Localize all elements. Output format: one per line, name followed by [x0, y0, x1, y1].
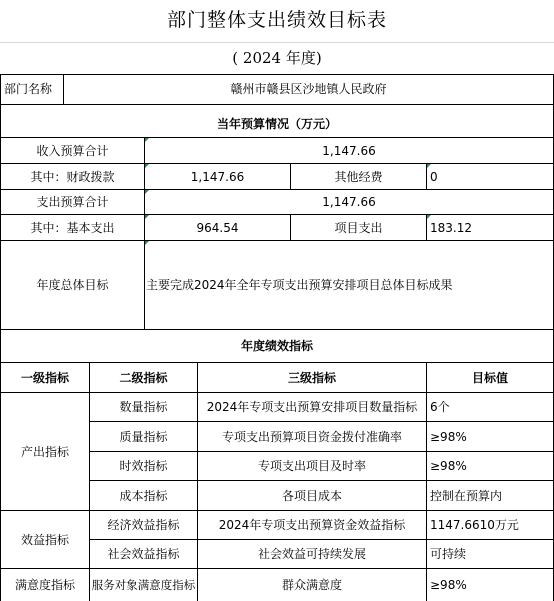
table-line — [0, 568, 554, 569]
cell-marker — [145, 241, 149, 245]
page-title: 部门整体支出绩效目标表 — [166, 9, 387, 31]
level3-cell: 各项目成本 — [281, 488, 342, 503]
level2-cell: 成本指标 — [119, 488, 168, 503]
target-cell: 1147.6610万元 — [430, 518, 519, 532]
cell-marker — [427, 164, 431, 168]
table-line — [0, 214, 554, 215]
cell-marker — [145, 164, 149, 168]
table-line — [426, 362, 427, 601]
table-line — [0, 392, 554, 393]
basic-value: 964.54 — [196, 220, 239, 235]
dept-name-label: 部门名称 — [4, 82, 53, 96]
project-label: 项目支出 — [334, 220, 383, 235]
table-line — [0, 74, 554, 75]
fiscal-label: 其中：财政拨款 — [30, 169, 115, 184]
table-line — [0, 74, 1, 601]
table-line — [89, 362, 90, 601]
target-cell: 可持续 — [430, 547, 467, 561]
col-header-level1: 一级指标 — [20, 370, 69, 385]
basic-label: 其中：基本支出 — [30, 220, 115, 235]
level1-benefit: 效益指标 — [20, 532, 69, 547]
cell-marker — [145, 215, 149, 219]
level2-cell: 服务对象满意度指标 — [91, 578, 196, 592]
table-line — [89, 539, 554, 540]
table-line — [0, 189, 554, 190]
table-line — [0, 329, 554, 330]
col-header-target: 目标值 — [471, 370, 508, 385]
target-cell: ≥98% — [430, 578, 467, 592]
level3-cell: 群众满意度 — [281, 578, 342, 592]
level3-cell: 专项支出预算项目资金拨付准确率 — [221, 429, 402, 444]
cell-marker — [145, 138, 149, 142]
other-value: 0 — [430, 169, 438, 184]
level1-output: 产出指标 — [20, 444, 69, 459]
budget-section-header: 当年预算情况（万元） — [216, 116, 337, 131]
table-line — [89, 451, 554, 452]
expense-total-label: 支出预算合计 — [36, 195, 109, 209]
table-line — [0, 510, 554, 511]
table-line — [290, 163, 291, 190]
level3-cell: 2024年专项支出预算资金效益指标 — [218, 518, 406, 532]
cell-marker — [427, 215, 431, 219]
other-label: 其他经费 — [334, 169, 383, 184]
target-cell: 6个 — [430, 400, 450, 414]
level3-cell: 2024年专项支出预算安排项目数量指标 — [206, 400, 418, 414]
level2-cell: 社会效益指标 — [107, 547, 180, 561]
level2-cell: 经济效益指标 — [107, 518, 180, 532]
fiscal-value: 1,147.66 — [190, 169, 245, 184]
level2-cell: 时效指标 — [119, 459, 168, 473]
annual-goal-text: 主要完成2024年全年专项支出预算安排项目总体目标成果 — [146, 278, 453, 292]
level1-satisfaction: 满意度指标 — [14, 578, 75, 592]
income-total-label: 收入预算合计 — [36, 143, 109, 158]
table-line — [89, 480, 554, 481]
target-cell: ≥98% — [430, 459, 467, 473]
level2-cell: 质量指标 — [119, 429, 168, 444]
grid-line — [0, 42, 554, 43]
col-header-level2: 二级指标 — [119, 370, 168, 385]
col-header-level3: 三级指标 — [287, 370, 336, 385]
cell-marker — [145, 190, 149, 194]
table-line — [197, 362, 198, 601]
table-line — [0, 137, 554, 138]
table-line — [0, 240, 554, 241]
year-subtitle: ( 2024 年度) — [232, 49, 322, 67]
annual-goal-label: 年度总体目标 — [36, 278, 109, 292]
target-cell: ≥98% — [430, 429, 467, 444]
project-value: 183.12 — [430, 220, 472, 235]
table-line — [0, 362, 554, 363]
level3-cell: 专项支出项目及时率 — [257, 459, 366, 473]
level3-cell: 社会效益可持续发展 — [257, 547, 366, 561]
table-line — [89, 421, 554, 422]
level2-cell: 数量指标 — [119, 400, 168, 414]
perf-section-header: 年度绩效指标 — [240, 339, 313, 353]
table-line — [0, 163, 554, 164]
target-cell: 控制在预算内 — [430, 488, 503, 503]
expense-total-value: 1,147.66 — [322, 195, 376, 209]
income-total-value: 1,147.66 — [322, 143, 376, 158]
table-line — [0, 104, 554, 105]
table-line — [290, 214, 291, 241]
dept-name-value: 赣州市赣县区沙地镇人民政府 — [230, 82, 387, 96]
table-line — [63, 74, 64, 105]
